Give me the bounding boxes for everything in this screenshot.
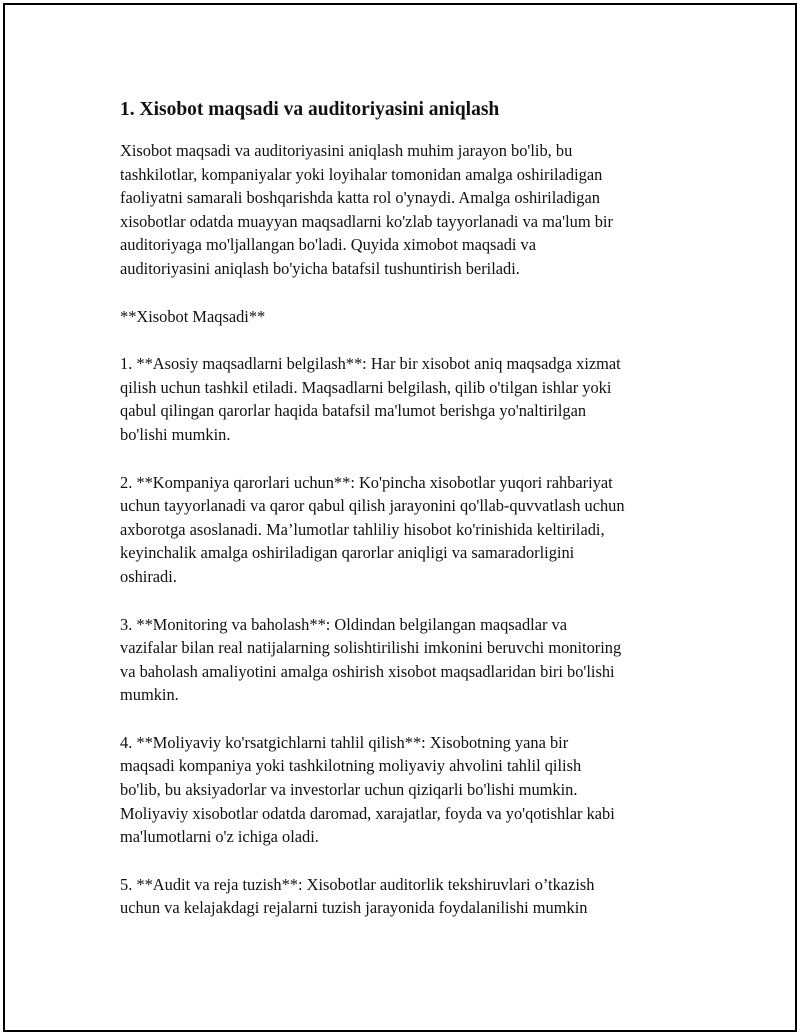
intro-paragraph: Xisobot maqsadi va auditoriyasini aniqlash muhim jarayon bo'lib, bu tashkilotlar, kompaniyalar yoki loyihalar tomonidan amalga oshiriladigan faoliyatni samarali boshqarishda katta rol o'ynaydi. Amalga oshiriladigan xisobotlar odatda muayyan maqsadlarni ko'zlab tayyorlanadi va ma'lum bir auditoriyaga mo'ljallangan bo'ladi. Quyida ximobot maqsadi va auditoriyasini aniqlash bo'yicha batafsil tushuntirish beriladi. xyxy=(120,141,613,278)
list-item-2: 2. **Kompaniya qarorlari uchun**: Ko'pincha xisobotlar yuqori rahbariyat uchun tayyorlanadi va qaror qabul qilish jarayonini qo'llab-quvvatlash uchun axborotga asoslanadi. Ma’lumotlar tahliliy hisobot ko'rinishida keltiriladi, keyinchalik amalga oshiriladigan qarorlar aniqligi va samaradorligini oshiradi. xyxy=(120,472,625,586)
list-item-5: 5. **Audit va reja tuzish**: Xisobotlar auditorlik tekshiruvlari o’tkazish uchun va kelajakdagi rejalarni tuzish jarayonida foydalanilishi mumkin xyxy=(120,874,595,918)
list-item-4: 4. **Moliyaviy ko'rsatgichlarni tahlil qilish**: Xisobotning yana bir maqsadi kompaniya yoki tashkilotning moliyaviy ahvolini tahlil qilish bo'lib, bu aksiyadorlar va investorlar uchun qiziqarli bo'lishi mumkin. Moliyaviy xisobotlar odatda daromad, xarajatlar, foyda va yo'qotishlar kabi ma'lumotlarni o'z ichiga oladi. xyxy=(120,732,615,847)
document-page xyxy=(3,3,797,1032)
list-item-3: 3. **Monitoring va baholash**: Oldindan belgilangan maqsadlar va vazifalar bilan real natijalarning solishtirilishi imkonini beruvchi monitoring va baholash amaliyotini amalga oshirish xisobot maqsadlaridan biri bo'lishi mumkin. xyxy=(120,614,622,705)
list-item-1: 1. **Asosiy maqsadlarni belgilash**: Har bir xisobot aniq maqsadga xizmat qilish uchun tashkil etiladi. Maqsadlarni belgilash, qilib o'tilgan ishlar yoki qabul qilingan qarorlar haqida batafsil ma'lumot berishga yo'naltirilgan bo'lishi mumkin. xyxy=(120,354,621,444)
subsection-title: **Xisobot Maqsadi** xyxy=(120,306,266,326)
document-body xyxy=(120,97,700,944)
section-heading: 1. Xisobot maqsadi va auditoriyasini aniqlash xyxy=(120,99,500,120)
